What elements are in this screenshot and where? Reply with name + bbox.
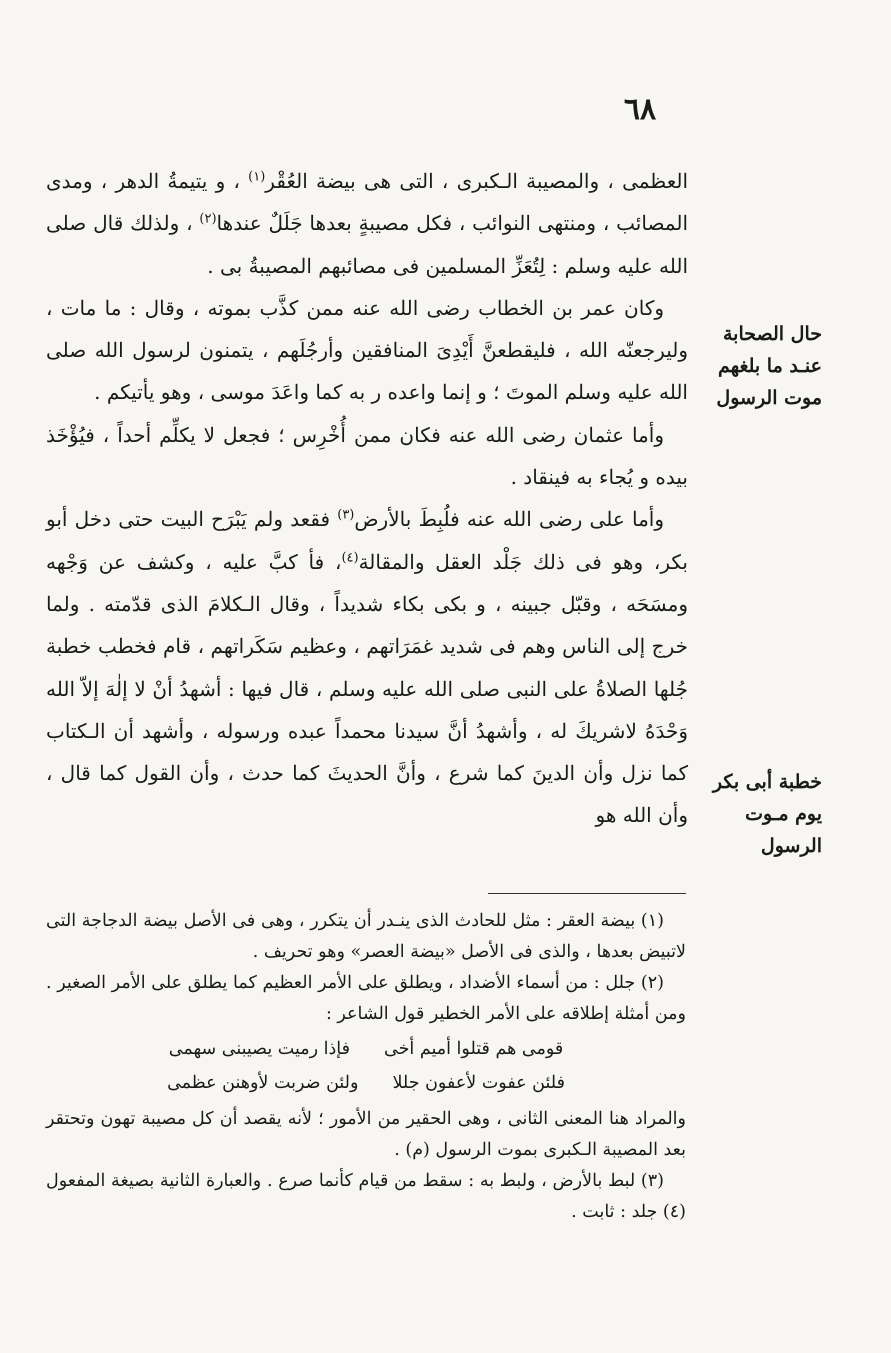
- verse: [46, 1032, 686, 1066]
- text-run: العظمى ، والمصيبة الـكبرى ، التى هى بيضة العُقْر: [265, 169, 689, 193]
- paragraph: وأما عثمان رضى الله عنه فكان ممن أُخْرِس ؛ فجعل لا يكلِّم أحداً ، فيُؤْخَذ بيده و يُجاء به فينقاد .: [46, 422, 688, 490]
- margin-heading-line: الرسول: [760, 835, 822, 857]
- text-run: ، ولذلك قال صلى الله عليه وسلم : لِتُعَزِّ المسلمين فى مصائبهم المصيبةُ بى .: [46, 211, 688, 278]
- verse: [46, 1066, 686, 1100]
- footnote-ref: (٤): [341, 550, 359, 566]
- main-text: [46, 160, 688, 837]
- margin-heading-line: عنـد ما بلغهم: [718, 355, 822, 377]
- footnote-divider: [488, 893, 686, 894]
- paragraph: وكان عمر بن الخطاب رضى الله عنه ممن كذَّب بموته ، وقال : ما مات ، وليرجعنّه الله ، فليقطعنَّ أَيْدِىَ المنافقين وأرجُلَهم ، يتمنون لرسول الله صلى الله عليه وسلم الموتَ ؛ و إنما واعده ر به كما واعَدَ موسى ، وهو يأتيكم .: [46, 295, 689, 405]
- footnote: (٣) لبط بالأرض ، ولبط به : سقط من قيام كأنما صرع . والعبارة الثانية بصيغة المفعول (٤) جلد : ثابت .: [46, 1171, 686, 1222]
- hemistich: فلئن عفوت لأعفون جللا: [392, 1073, 565, 1093]
- text-run: ، فأ كبَّ عليه ، وكشف عن وَجْهه ومسَحَه ، وقبّل جبينه ، و بكى بكاء شديداً ، وقال الـكلامَ الذى قدّمته . ولما خرج إلى الناس وهم فى شديد غمَرَاتهم ، وعظيم سَكَراتهم ، قام فخطب خطبة جُلها الصلاةُ على النبى صلى الله عليه وسلم ، قال فيها : أشهدُ أنْ لا إلٰهَ إلاّ الله وَحْدَهُ لاشريكَ له ، وأشهدُ أنَّ سيدنا محمداً عبده ورسوله ، وأشهد أن الـكتاب كما نزل وأن الدينَ كما شرع ، وأنَّ الحديثَ كما حدث ، وأن القول كما قال ، وأن الله هو: [46, 549, 688, 828]
- text-run: ، و يتيمةُ الدهر ، ومدى المصائب ، ومنتهى النوائب ، فكل مصيبةٍ بعدها جَلَلٌ عندها: [46, 169, 688, 236]
- paragraph: [46, 498, 688, 836]
- margin-heading-line: خطبة أبى بكر: [712, 771, 822, 793]
- page-number: ٦٨: [623, 92, 657, 127]
- margin-heading-sermon: [702, 766, 822, 862]
- margin-heading-line: يوم مـوت: [745, 803, 822, 825]
- footnote-continuation: والمراد هنا المعنى الثانى ، وهى الحقير من الأمور ؛ لأنه يقصد أن كل مصيبة تهون وتحتقر بعد المصيبة الـكبرى بموت الرسول (م) .: [46, 1109, 686, 1160]
- footnote-ref: (٣): [337, 507, 355, 523]
- hemistich: ولئن ضربت لأوهنن عظمى: [167, 1073, 359, 1093]
- poem: [46, 1032, 686, 1100]
- paragraph: [46, 160, 688, 287]
- footnote-ref: (٢): [199, 211, 217, 227]
- footnote: (١) بيضة العقر : مثل للحادث الذى ينـدر أن يتكرر ، وهى فى الأصل بيضة الدجاجة التى لاتبيض بعدها ، والذى فى الأصل «بيضة العصر» وهو تحريف .: [46, 911, 686, 962]
- text-run: فقعد ولم يَبْرَح البيت حتى دخل أبو بكر، وهو فى ذلك جَلْد العقل والمقالة: [46, 507, 689, 574]
- footnote: (٢) جلل : من أسماء الأضداد ، ويطلق على الأمر العظيم كما يطلق على الأمر الصغير . ومن أمثلة إطلاقه على الأمر الخطير قول الشاعر :: [46, 973, 686, 1024]
- footnotes: [46, 906, 686, 1228]
- margin-heading-line: حال الصحابة: [722, 323, 822, 345]
- hemistich: فإذا رميت يصيبنى سهمى: [168, 1039, 350, 1059]
- text-run: وأما على رضى الله عنه فلُبِطَ بالأرض: [354, 507, 665, 532]
- hemistich: قومى هم قتلوا أميم أخى: [384, 1039, 564, 1059]
- footnote-ref: (١): [248, 169, 266, 185]
- margin-heading-line: موت الرسول: [716, 387, 822, 409]
- margin-heading-companions: [702, 318, 822, 414]
